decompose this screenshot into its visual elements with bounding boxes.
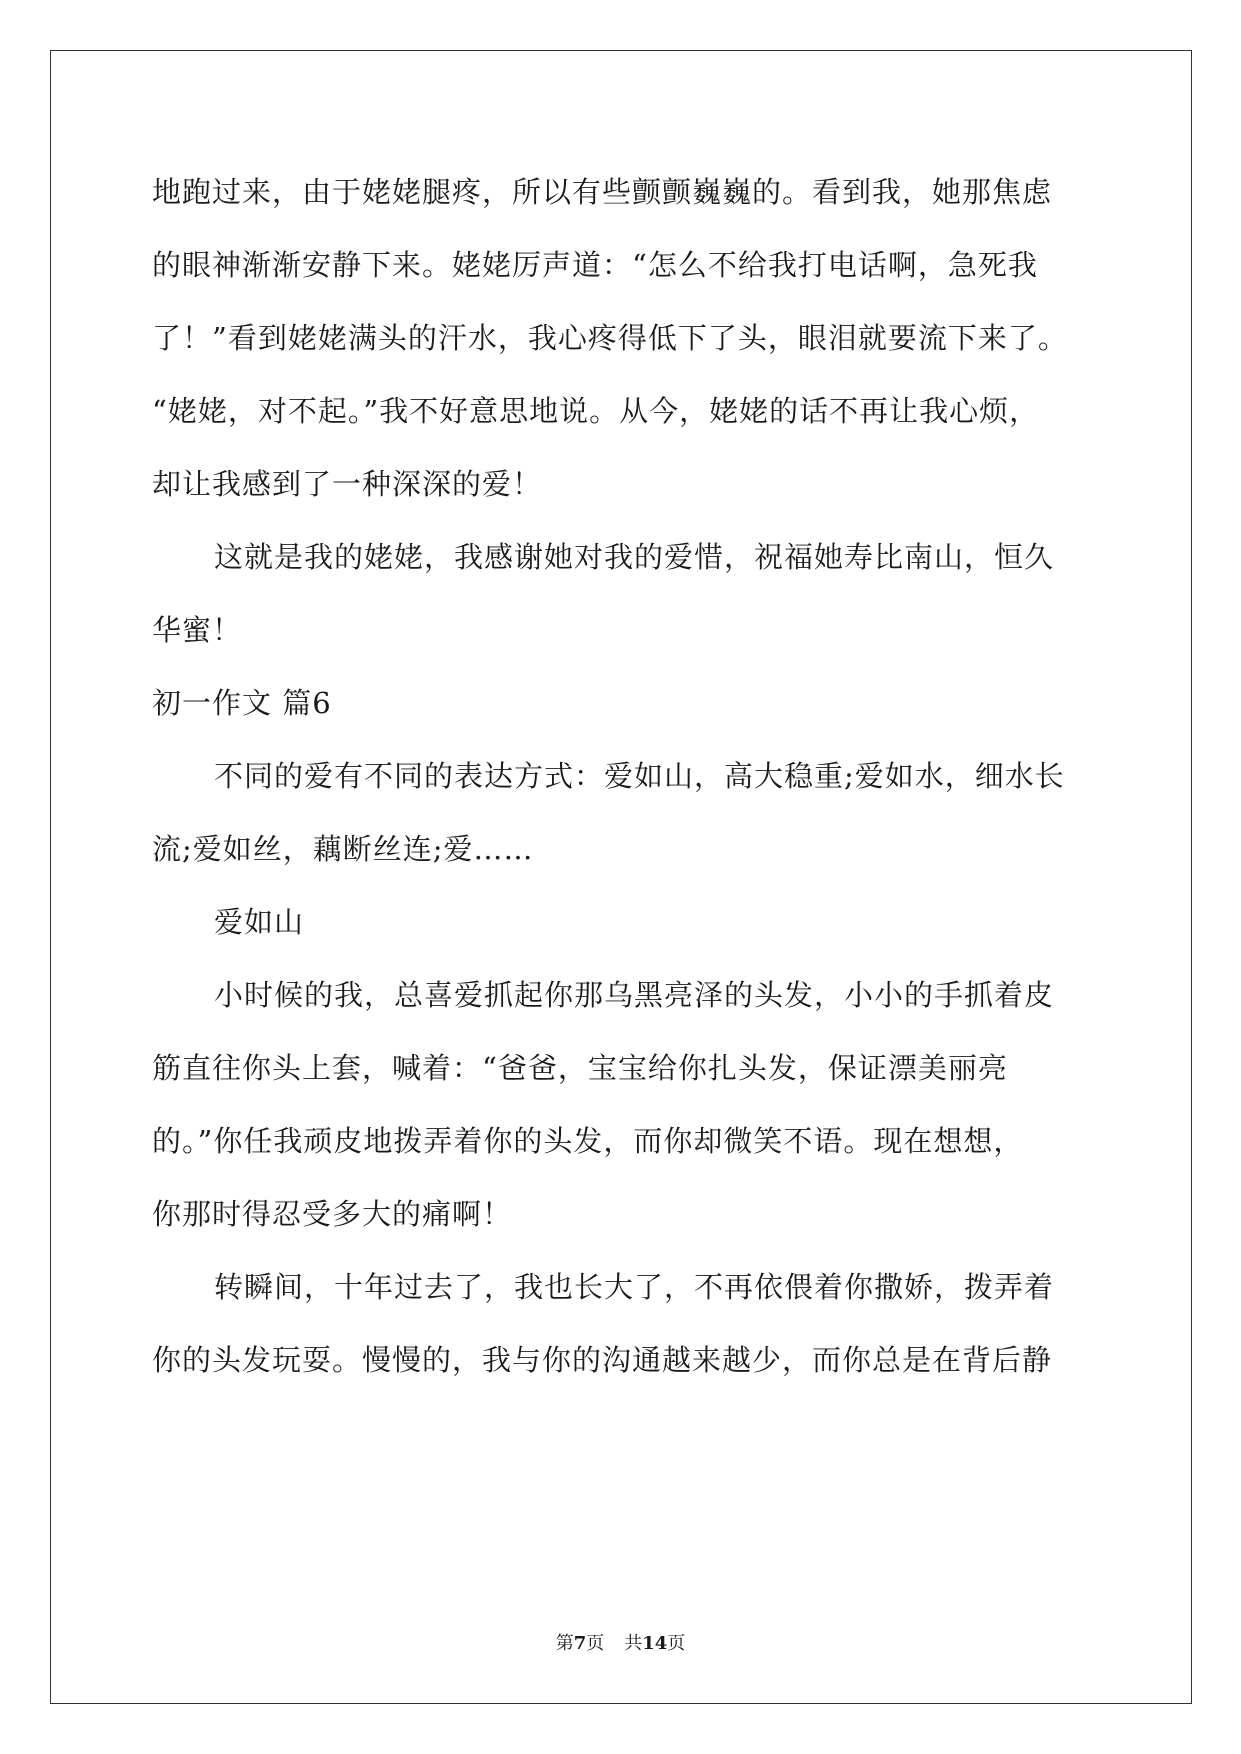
text-line: 你那时得忍受多大的痛啊！ [152,1197,513,1231]
footer-page-word: 页 [586,1633,605,1654]
text-line: 这就是我的姥姥，我感谢她对我的爱惜，祝福她寿比南山，恒久 [214,540,1055,574]
text-line: 的。”你任我顽皮地拨弄着你的头发，而你却微笑不语。现在想想， [152,1124,1024,1158]
text-line: 你的头发玩耍。慢慢的，我与你的沟通越来越少，而你总是在背后静 [152,1343,1053,1377]
text-line: 的眼神渐渐安静下来。姥姥厉声道：“怎么不给我打电话啊，急死我 [152,248,1038,282]
footer-total-prefix: 共 [624,1633,643,1654]
text-line: “姥姥，对不起。”我不好意思地说。从今，姥姥的话不再让我心烦， [152,394,1040,428]
footer-prefix: 第 [555,1633,574,1654]
text-line: 转瞬间，十年过去了，我也长大了，不再依偎着你撒娇，拨弄着 [214,1270,1055,1304]
total-page-number: 14 [642,1633,668,1654]
text-line: 华蜜！ [152,613,243,647]
text-line: 不同的爱有不同的表达方式：爱如山，高大稳重;爱如水，细水长 [214,759,1065,793]
text-line: 地跑过来，由于姥姥腿疼，所以有些颤颤巍巍的。看到我，她那焦虑 [152,175,1053,209]
text-line: 了！”看到姥姥满头的汗水，我心疼得低下了头，眼泪就要流下来了。 [152,321,1068,355]
page-frame [50,50,1192,1704]
page-footer [0,1632,1241,1656]
text-line: 筋直往你头上套，喊着：“爸爸，宝宝给你扎头发，保证漂美丽亮 [152,1051,1008,1085]
section-heading: 初一作文 篇6 [152,686,332,720]
footer-total-suffix: 页 [667,1633,686,1654]
text-line: 小时候的我，总喜爱抓起你那乌黑亮泽的头发，小小的手抓着皮 [214,978,1055,1012]
text-line: 流;爱如丝，藕断丝连;爱…… [152,832,534,866]
subheading: 爱如山 [214,905,305,939]
current-page-number: 7 [573,1633,587,1654]
text-line: 却让我感到了一种深深的爱！ [152,467,543,501]
